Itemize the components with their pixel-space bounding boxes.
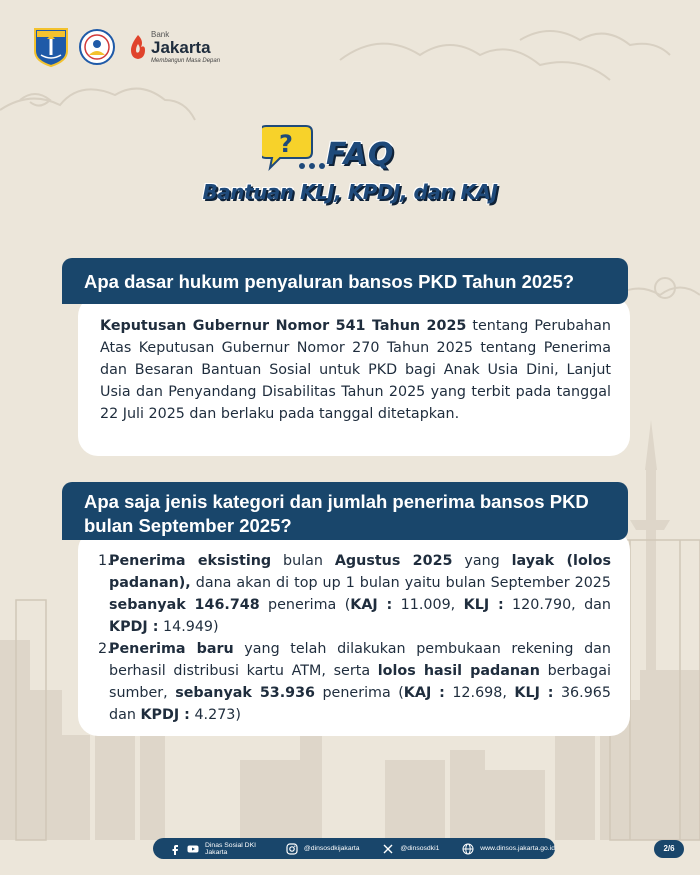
list-item-2-body: Penerima baru yang telah dilakukan pembukaan rekening dan berhasil distribusi kartu ATM, serta lolos hasil padanan berbagai sumber, sebanyak 53.936 penerima (KAJ : 12.698, KLJ : 36.965 dan KPDJ : 4.273) [109, 641, 611, 723]
footer-x[interactable]: @dinsosdki1 [400, 845, 440, 852]
facebook-icon[interactable] [169, 843, 181, 855]
list-item [98, 638, 611, 726]
answer-1-rest: tentang Perubahan Atas Keputusan Gubernur Nomor 270 Tahun 2025 tentang Penerima dan Besaran Bantuan Sosial untuk PKD bagi Anak Usia Dini, Lanjut Usia dan Penyandang Disabilitas Tahun 2025 yang terbit pada tanggal 22 Juli 2025 dan berlaku pada tanggal ditetapkan. [100, 318, 611, 422]
footer-facebook-youtube[interactable]: Dinas Sosial DKI Jakarta [205, 841, 256, 856]
list-number: 1. [98, 553, 112, 569]
faq-title: FAQ [326, 137, 395, 172]
footer-instagram[interactable]: @dinsosdkijakarta [303, 845, 360, 852]
answer-card-1 [78, 296, 630, 456]
bank-small-label: Bank [151, 29, 170, 39]
bank-tagline: Membangun Masa Depan [151, 57, 221, 64]
globe-icon[interactable] [462, 843, 474, 855]
bank-jakarta-logo [129, 31, 220, 64]
list-item-1-body: Penerima eksisting bulan Agustus 2025 yang layak (lolos padanan), dana akan di top up 1 bulan yaitu bulan September 2025 sebanyak 146.748 penerima (KAJ : 11.009, KLJ : 120.790, dan KPDJ : 14.949) [109, 553, 611, 635]
instagram-icon[interactable] [286, 843, 298, 855]
x-icon[interactable] [382, 843, 394, 855]
question-bubble-icon [262, 122, 332, 174]
answer-1-text [100, 315, 611, 425]
question-1-text: Apa dasar hukum penyaluran bansos PKD Tahun 2025? [84, 271, 575, 292]
dki-emblem-icon [33, 27, 69, 67]
list-item [98, 550, 611, 638]
social-footer [153, 838, 555, 859]
page-subtitle: Bantuan KLJ, KPDJ, dan KAJ [202, 180, 498, 204]
answer-1-bold: Keputusan Gubernur Nomor 541 Tahun 2025 [100, 318, 467, 334]
question-1-header [62, 258, 628, 304]
dinsos-logo-icon [79, 29, 115, 65]
page-indicator: 2/6 [654, 840, 684, 858]
youtube-icon[interactable] [187, 843, 199, 855]
question-2-text: Apa saja jenis kategori dan jumlah penerima bansos PKD bulan September 2025? [84, 491, 589, 536]
footer-website[interactable]: www.dinsos.jakarta.go.id [480, 845, 555, 852]
header-logos [33, 27, 220, 67]
faq-heading [262, 122, 394, 174]
list-number: 2. [98, 641, 112, 657]
svg-text:?: ? [279, 130, 293, 158]
bankjakarta-flame-icon [129, 34, 147, 60]
question-2-header [62, 482, 628, 540]
bank-name: Jakarta [151, 37, 211, 57]
answer-card-2 [78, 530, 630, 736]
